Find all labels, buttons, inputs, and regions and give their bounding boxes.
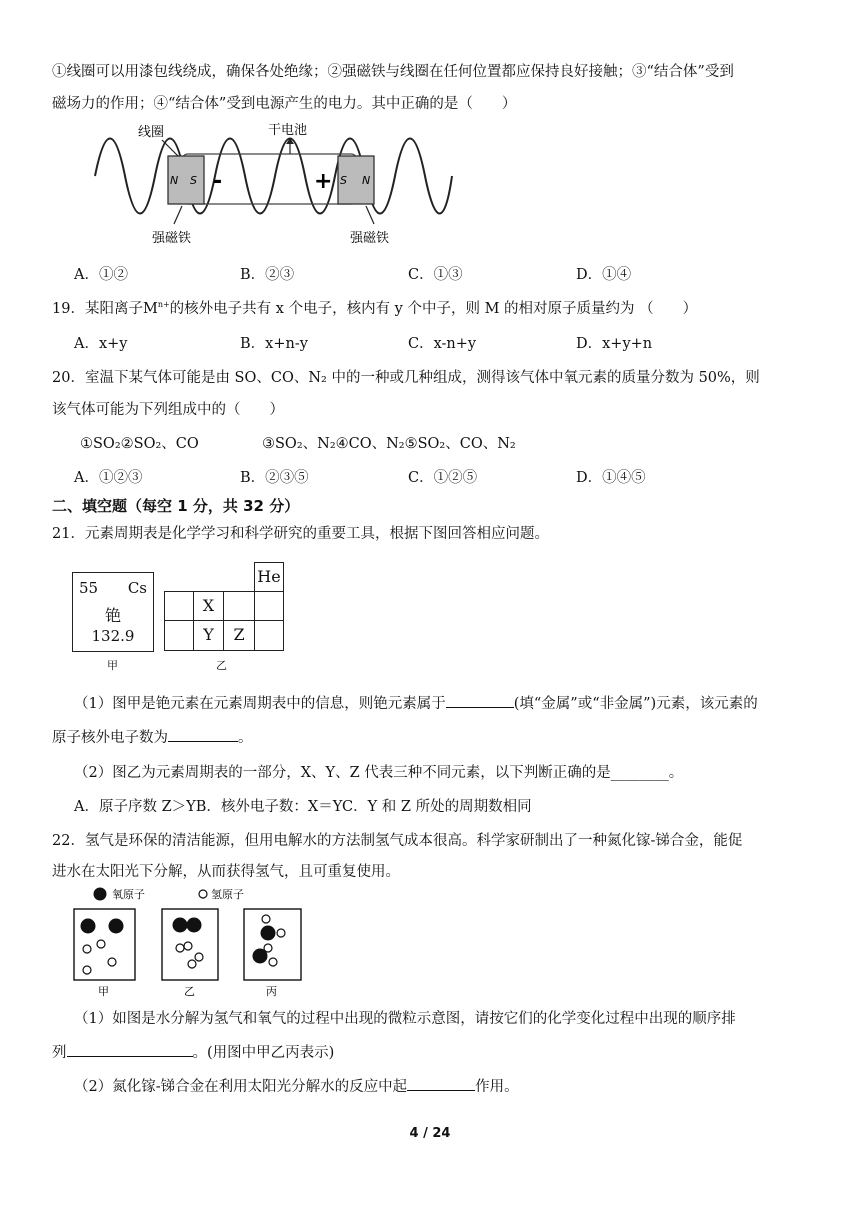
q20-option-d[interactable]: D．①④⑤: [576, 470, 646, 486]
q22-p1-line1: （1）如图是水分解为氢气和氧气的过程中出现的微粒示意图，请按它们的化学变化过程中出现的顺序排: [74, 1011, 736, 1027]
right-pole-s: S: [340, 174, 347, 187]
q22-p2: [74, 1075, 519, 1096]
q18-text-line2: 磁场力的作用；④“结合体”受到电源产生的电力。其中正确的是（ ）: [52, 96, 517, 112]
q19-stem-a: 19．某阳离子M: [52, 301, 158, 317]
magnet-label-right: 强磁铁: [350, 231, 390, 246]
q19-option-c[interactable]: C．x-n+y: [408, 336, 477, 352]
legend-hydrogen: 氢原子: [211, 888, 244, 901]
q21-p2: （2）图乙为元素周期表的一部分，X、Y、Z 代表三种不同元素，以下判断正确的是________。: [74, 765, 684, 781]
q21-p1-b: (填“金属”或“非金属”)元素，该元素的: [513, 696, 758, 712]
battery-label: 干电池: [268, 123, 308, 138]
cell-r1c4: [254, 591, 284, 621]
cell-x: X: [193, 591, 224, 621]
left-pole-n: N: [170, 174, 179, 187]
q19-stem-b: 的核外电子共有 x 个电子，核内有 y 个中子，则 M 的相对原子质量约为 （ ）: [169, 301, 698, 317]
q18-option-a[interactable]: A．①②: [74, 267, 128, 283]
box-bing: [244, 909, 301, 980]
cs-symbol: Cs: [127, 579, 147, 597]
magnet-label-left: 强磁铁: [152, 231, 192, 246]
q21-p1-d: 。: [238, 730, 253, 746]
q21-blank-electrons[interactable]: [168, 727, 238, 742]
q22-blank-order[interactable]: [67, 1042, 193, 1057]
q21-p1-line2: [52, 726, 253, 747]
q22-p1-line2: [52, 1041, 334, 1062]
q22-blank-role[interactable]: [407, 1076, 475, 1091]
cell-he: He: [254, 562, 284, 592]
cs-mass: 132.9: [91, 627, 135, 645]
q20-choices-a: ①SO₂②SO₂、CO: [80, 436, 199, 452]
q20-option-b[interactable]: B．②③⑤: [240, 470, 309, 486]
box-label-yi: 乙: [184, 985, 195, 998]
battery-plus: +: [314, 169, 333, 194]
q20-option-a[interactable]: A．①②③: [74, 470, 143, 486]
cesium-element-tile: [72, 572, 154, 652]
q21-p2-options: A．原子序数 Z＞YB．核外电子数：X＝YC．Y 和 Z 所处的周期数相同: [74, 799, 532, 815]
cell-r1c1: [164, 591, 194, 621]
coil-battery-figure: [90, 116, 460, 250]
q18-option-d[interactable]: D．①④: [576, 267, 632, 283]
box-label-bing: 丙: [266, 985, 277, 998]
q18-option-b[interactable]: B．②③: [240, 267, 295, 283]
q21-p1-a: （1）图甲是铯元素在元素周期表中的信息，则铯元素属于: [74, 696, 446, 712]
coil-label: 线圈: [138, 125, 165, 140]
q19-option-d[interactable]: D．x+y+n: [576, 336, 653, 352]
q22-text-line2: 进水在太阳光下分解，从而获得氢气，且可重复使用。: [52, 864, 400, 880]
cell-r2c1: [164, 620, 194, 651]
q22-text-line1: 22．氢气是环保的清洁能源，但用电解水的方法制氢气成本很高。科学家研制出了一种氮化镓-锑合金，能促: [52, 833, 743, 849]
q19-stem: [52, 297, 697, 318]
q21-blank-metal[interactable]: [446, 693, 514, 708]
q18-option-c[interactable]: C．①③: [408, 267, 463, 283]
q19-option-b[interactable]: B．x+n-y: [240, 336, 308, 352]
left-pole-s: S: [190, 174, 197, 187]
cell-z: Z: [223, 620, 255, 651]
q22-p2-a: （2）氮化镓-锑合金在利用太阳光分解水的反应中起: [74, 1079, 408, 1095]
q22-p2-b: 作用。: [475, 1079, 519, 1095]
battery-minus: -: [213, 169, 223, 194]
cell-y: Y: [193, 620, 224, 651]
cell-r1c3: [223, 591, 255, 621]
legend-oxygen: 氧原子: [112, 888, 145, 901]
q18-text-line1: ①线圈可以用漆包线绕成，确保各处绝缘；②强磁铁与线圈在任何位置都应保持良好接触；③“结合体”受到: [52, 64, 734, 80]
q21-stem: 21．元素周期表是化学学习和科学研究的重要工具，根据下图回答相应问题。: [52, 526, 549, 542]
right-pole-n: N: [362, 174, 371, 187]
q19-stem-sup: n+: [157, 300, 170, 310]
cs-name: 铯: [104, 606, 121, 625]
cs-atomic-number: 55: [79, 579, 99, 597]
q20-option-c[interactable]: C．①②⑤: [408, 470, 478, 486]
q22-p1-b: 列: [52, 1045, 67, 1061]
section-title-fill-in: 二、填空题（每空 1 分，共 32 分）: [52, 497, 300, 515]
cell-r2c4: [254, 620, 284, 651]
q20-text-line1: 20．室温下某气体可能是由 SO、CO、N₂ 中的一种或几种组成，测得该气体中氧元素的质量分数为 50%，则: [52, 370, 760, 386]
q19-option-a[interactable]: A．x+y: [74, 336, 128, 352]
q22-p1-c: 。(用图中甲乙丙表示): [192, 1045, 335, 1061]
page-number: 4 / 24: [409, 1126, 451, 1141]
q21-p1-line1: [74, 692, 758, 713]
box-label-jia: 甲: [98, 985, 109, 998]
q20-text-line2: 该气体可能为下列组成中的（ ）: [52, 402, 284, 418]
q21-p1-c: 原子核外电子数为: [52, 730, 168, 746]
q20-choices-b: ③SO₂、N₂④CO、N₂⑤SO₂、CO、N₂: [262, 436, 516, 452]
water-decomposition-figure: [68, 884, 318, 998]
fig-label-jia: 甲: [107, 659, 118, 672]
fig-label-yi: 乙: [216, 659, 227, 672]
